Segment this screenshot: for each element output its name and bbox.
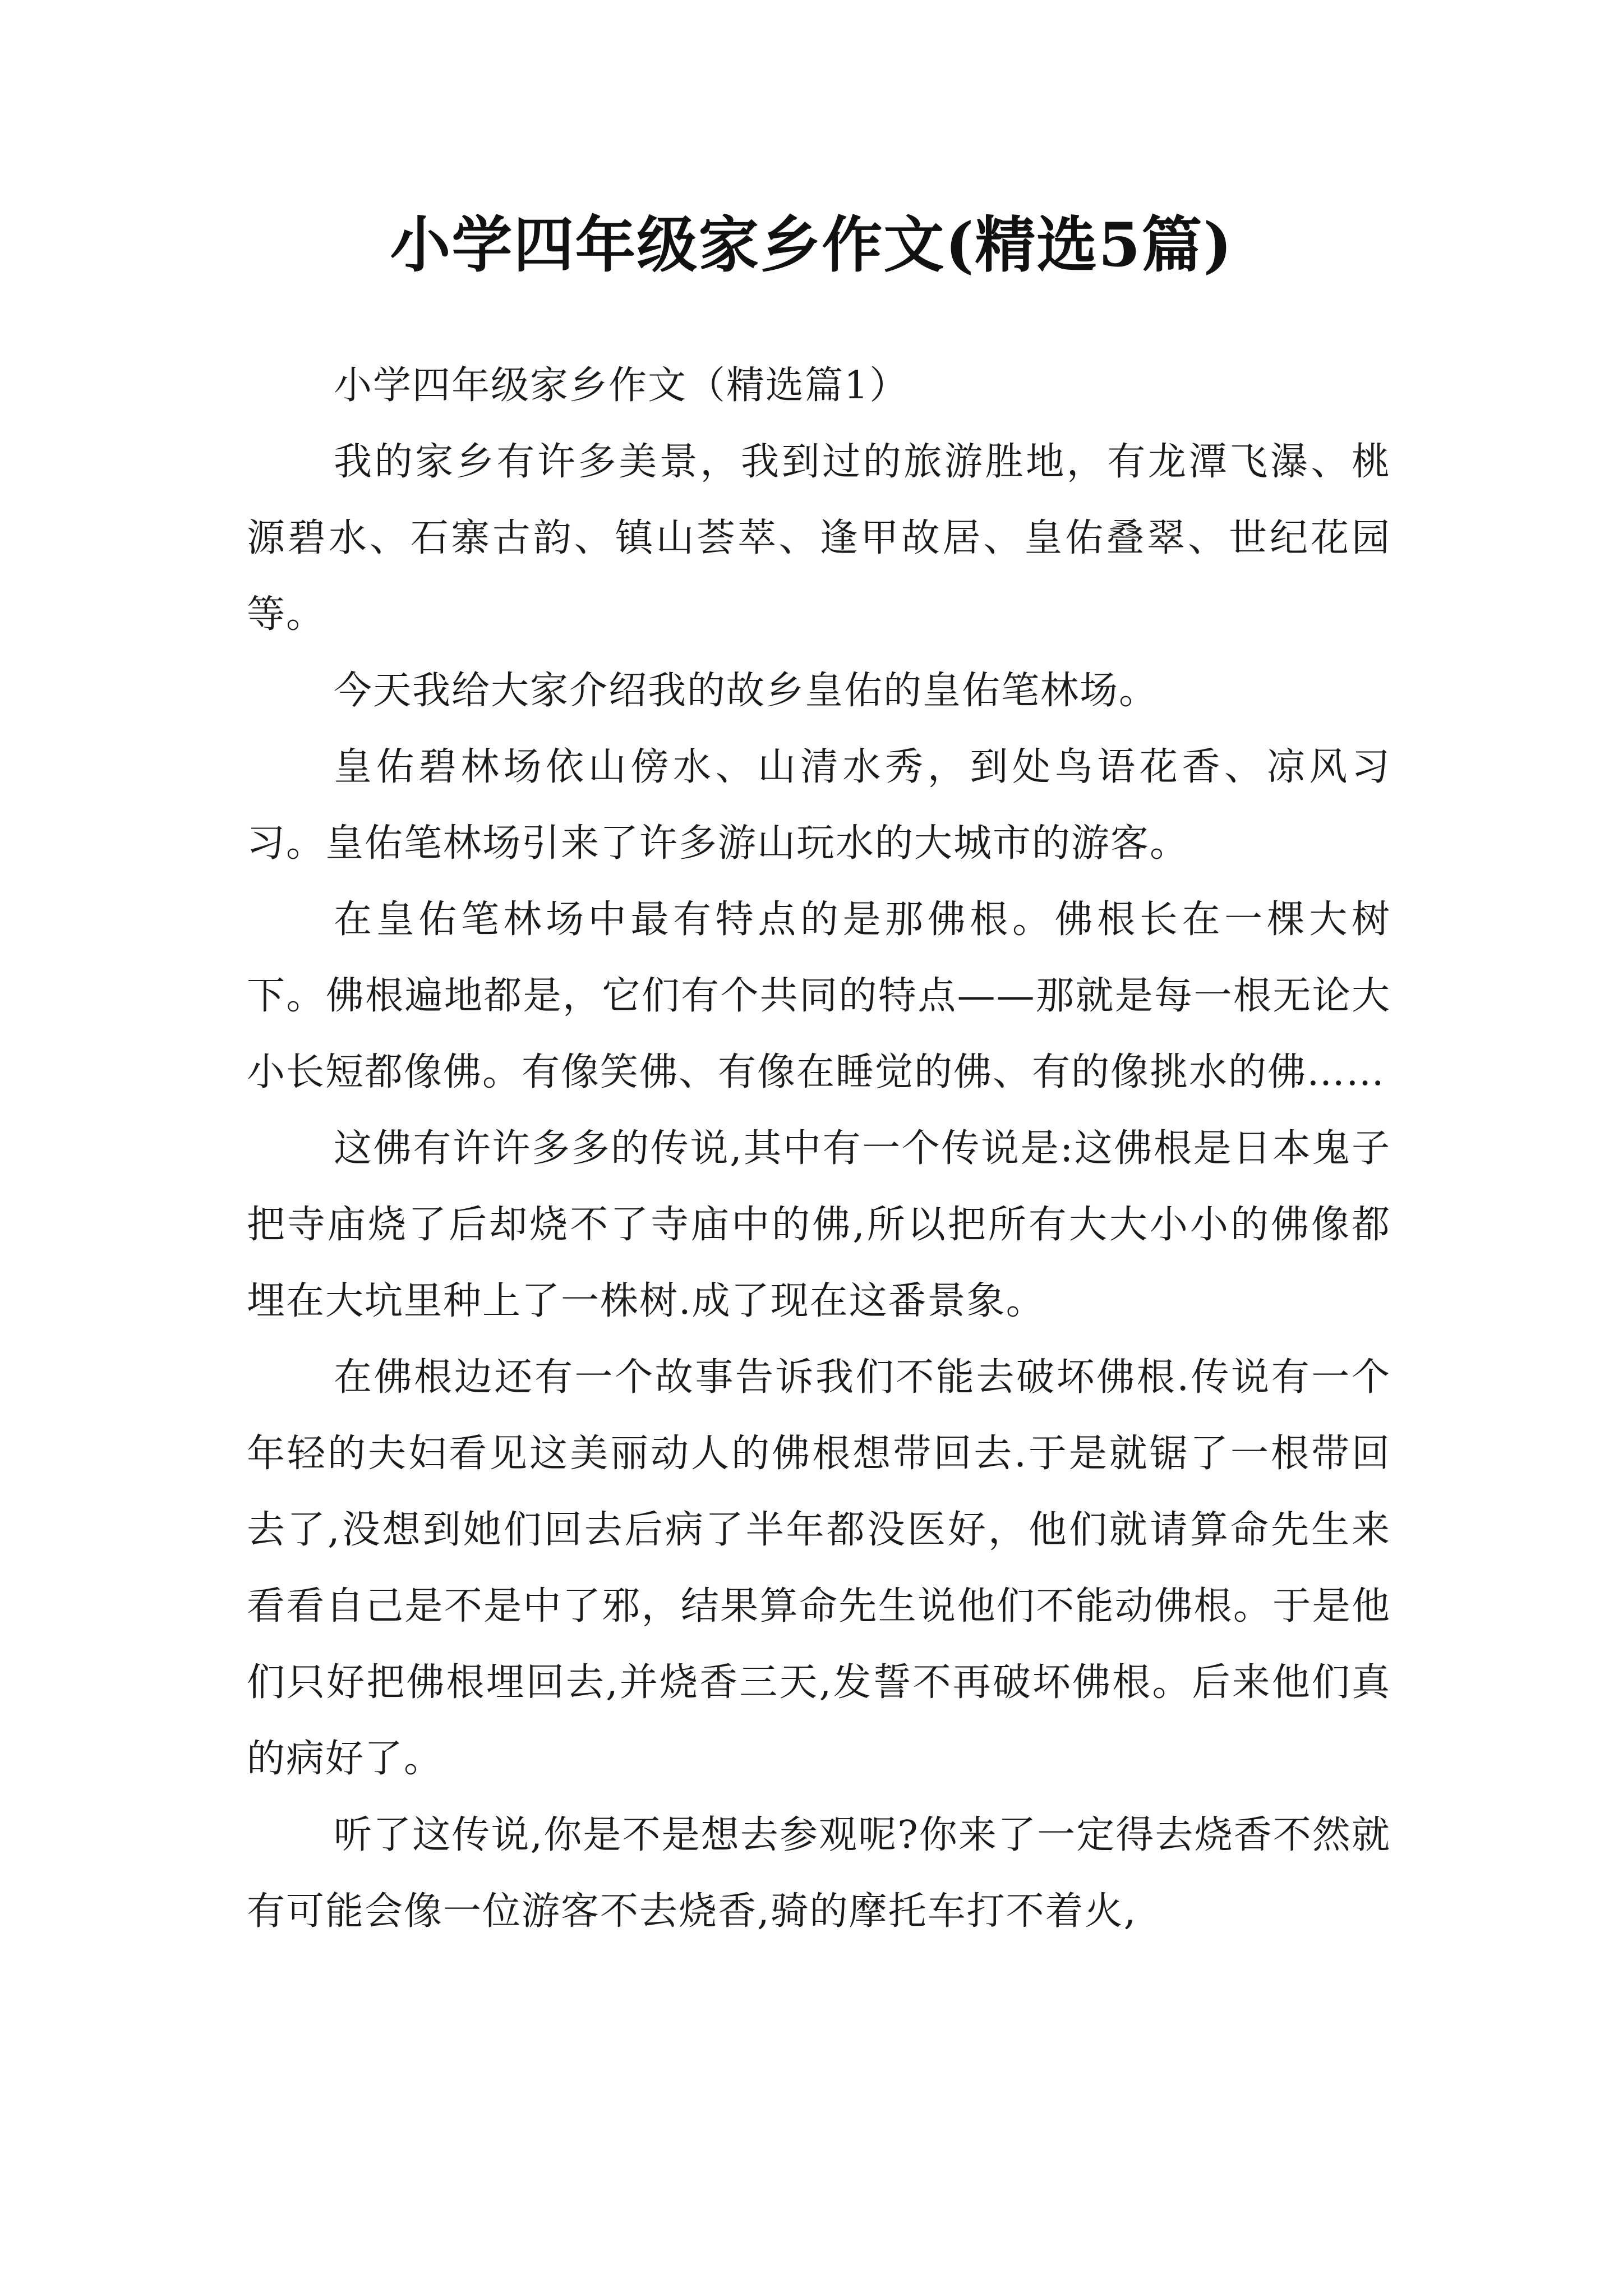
paragraph: 今天我给大家介绍我的故乡皇佑的皇佑笔林场。 <box>334 669 1159 713</box>
paragraph: 在佛根边还有一个故事告诉我们不能去破坏佛根.传说有一个年轻的夫妇看见这美丽动人的佛根想带回去.于是就锯了一根带回去了,没想到她们回去后病了半年都没医好，他们就请算命先生来看看自己是不是中了邪，结果算命先生说他们不能动佛根。于是他们只好把佛根埋回去,并烧香三天,发誓不再破坏佛根。后来他们真的病好了。 <box>247 1355 1391 1781</box>
document-title: 小学四年级家乡作文(精选5篇) <box>390 210 1233 280</box>
paragraph: 听了这传说,你是不是想去参观呢?你来了一定得去烧香不然就有可能会像一位游客不去烧香,骑的摩托车打不着火, <box>247 1813 1391 1934</box>
section-heading: 小学四年级家乡作文（精选篇1） <box>334 364 909 408</box>
paragraph: 皇佑碧林场依山傍水、山清水秀，到处鸟语花香、凉风习习。皇佑笔林场引来了许多游山玩水的大城市的游客。 <box>247 745 1391 866</box>
paragraph: 这佛有许许多多的传说,其中有一个传说是:这佛根是日本鬼子把寺庙烧了后却烧不了寺庙中的佛,所以把所有大大小小的佛像都埋在大坑里种上了一株树.成了现在这番景象。 <box>247 1126 1391 1323</box>
paragraph: 我的家乡有许多美景，我到过的旅游胜地，有龙潭飞瀑、桃源碧水、石寨古韵、镇山荟萃、逢甲故居、皇佑叠翠、世纪花园等。 <box>247 440 1391 637</box>
document-body <box>247 348 1391 1950</box>
paragraph: 在皇佑笔林场中最有特点的是那佛根。佛根长在一棵大树下。佛根遍地都是，它们有个共同的特点——那就是每一根无论大小长短都像佛。有像笑佛、有像在睡觉的佛、有的像挑水的佛…… <box>247 898 1391 1094</box>
